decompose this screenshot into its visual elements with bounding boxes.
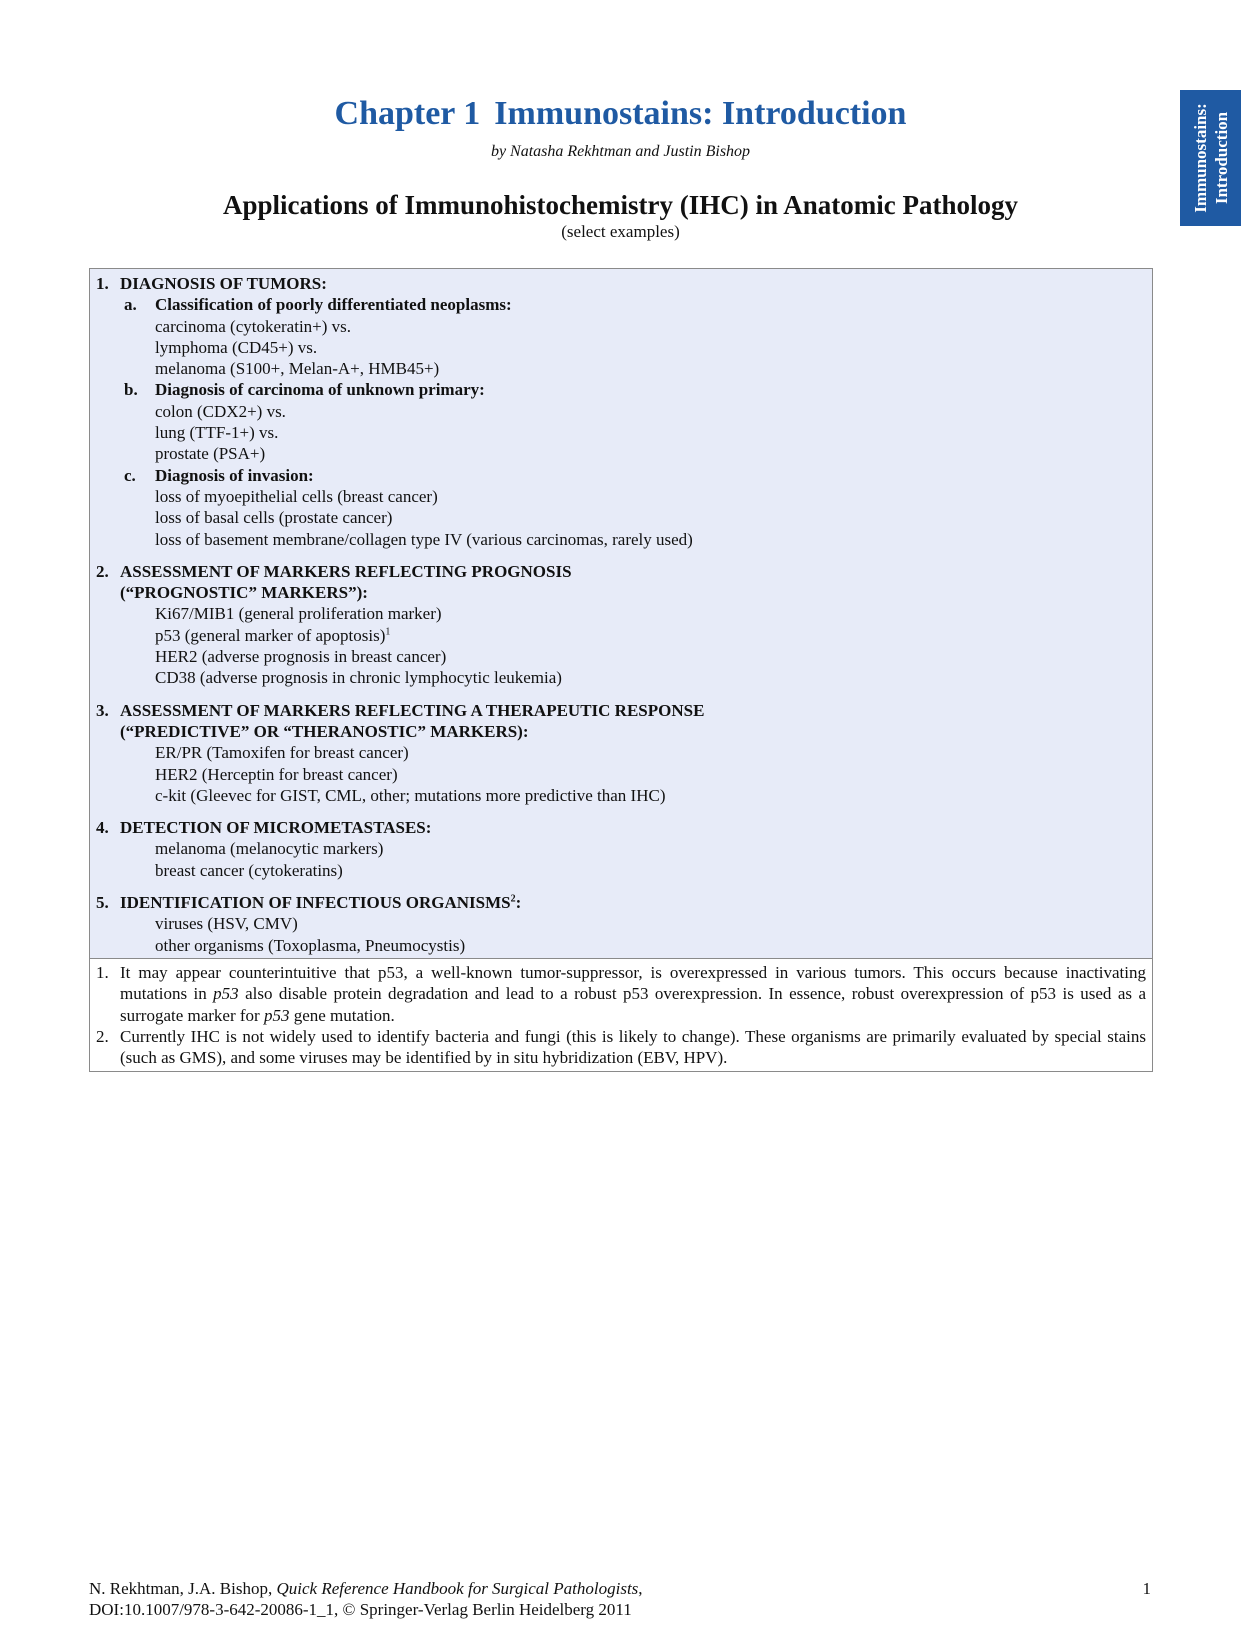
- list-item: loss of basement membrane/collagen type IV (various carcinomas, rarely used): [155, 529, 693, 549]
- list-item: melanoma (S100+, Melan-A+, HMB45+): [155, 359, 440, 379]
- list-item: ER/PR (Tamoxifen for breast cancer): [155, 743, 409, 763]
- list-item: Ki67/MIB1 (general proliferation marker): [155, 604, 442, 624]
- section-3-heading-cont: (“PREDICTIVE” OR “THERANOSTIC” MARKERS):: [120, 721, 529, 741]
- list-item: prostate (PSA+): [155, 444, 266, 464]
- section-2-heading: 2. ASSESSMENT OF MARKERS REFLECTING PROGNOSIS: [96, 561, 572, 581]
- page-footer: [89, 1578, 1151, 1620]
- list-item: lymphoma (CD45+) vs.: [155, 337, 318, 357]
- applications-list: [90, 269, 1152, 958]
- citation-line-2: DOI:10.1007/978-3-642-20086-1_1, © Springer-Verlag Berlin Heidelberg 2011: [89, 1600, 632, 1619]
- list-item: HER2 (adverse prognosis in breast cancer): [155, 647, 447, 667]
- list-item: melanoma (melanocytic markers): [155, 839, 384, 859]
- list-item: c-kit (Gleevec for GIST, CML, other; mutations more predictive than IHC): [155, 785, 666, 805]
- section-title: Applications of Immunohistochemistry (IHC) in Anatomic Pathology: [222, 190, 1019, 220]
- section-1b-heading: b. Diagnosis of carcinoma of unknown primary:: [124, 380, 485, 400]
- section-4-heading: 4. DETECTION OF MICROMETASTASES:: [96, 818, 432, 838]
- footnote-ref-2: 2: [510, 893, 516, 905]
- applications-box: [89, 268, 1153, 1072]
- footnote-1: 1. It may appear counterintuitive that p53, a well-known tumor-suppressor, is overexpressed in various tumors. This occurs because inactivating mutations in p53 also disable protein degradation and lead to a robust p53 overexpression. In essence, robust overexpression of p53 is used as a surrogate marker for p53 gene mutation.: [96, 962, 1146, 1025]
- list-item: viruses (HSV, CMV): [155, 914, 298, 934]
- footnote-2: 2. Currently IHC is not widely used to identify bacteria and fungi (this is likely to change). These organisms are primarily evaluated by special stains (such as GMS), and some viruses may be identified by in situ hybridization (EBV, HPV).: [96, 1026, 1146, 1068]
- section-subtitle: (select examples): [561, 222, 680, 241]
- footnotes: [90, 958, 1152, 1071]
- section-3-heading: 3. ASSESSMENT OF MARKERS REFLECTING A THERAPEUTIC RESPONSE: [96, 700, 705, 720]
- citation-line-1: N. Rekhtman, J.A. Bishop, Quick Reference Handbook for Surgical Pathologists,: [89, 1579, 643, 1598]
- list-item: loss of basal cells (prostate cancer): [155, 508, 393, 528]
- section-1-heading: 1. DIAGNOSIS OF TUMORS:: [96, 274, 327, 293]
- list-item: lung (TTF-1+) vs.: [155, 423, 279, 443]
- list-item: breast cancer (cytokeratins): [155, 860, 343, 880]
- section-1a-heading: a. Classification of poorly differentiated neoplasms:: [124, 295, 512, 315]
- footnote-ref-1: 1: [385, 626, 391, 638]
- page-number: 1: [1142, 1579, 1151, 1598]
- section-1c-heading: c. Diagnosis of invasion:: [124, 465, 314, 485]
- side-tab-line2: Introduction: [1211, 111, 1231, 205]
- list-item: carcinoma (cytokeratin+) vs.: [155, 316, 352, 336]
- list-item: HER2 (Herceptin for breast cancer): [155, 764, 398, 784]
- list-item: other organisms (Toxoplasma, Pneumocystis): [155, 935, 466, 955]
- chapter-title: [0, 95, 1241, 133]
- section-5-heading: 5. IDENTIFICATION OF INFECTIOUS ORGANISMS$^2$:: [96, 893, 522, 913]
- side-tab-line1: Immunostains:: [1190, 103, 1210, 213]
- list-item: loss of myoepithelial cells (breast cancer): [155, 486, 438, 506]
- list-item: colon (CDX2+) vs.: [155, 401, 286, 421]
- list-item: CD38 (adverse prognosis in chronic lymphocytic leukemia): [155, 668, 562, 688]
- chapter-number: Chapter 1: [334, 95, 481, 132]
- chapter-name: Immunostains: Introduction: [494, 95, 907, 132]
- authors: by Natasha Rekhtman and Justin Bishop: [490, 143, 751, 160]
- section-2-heading-cont: (“PROGNOSTIC” MARKERS”):: [120, 583, 368, 603]
- list-item: p53 (general marker of apoptosis)$^1$: [155, 625, 391, 645]
